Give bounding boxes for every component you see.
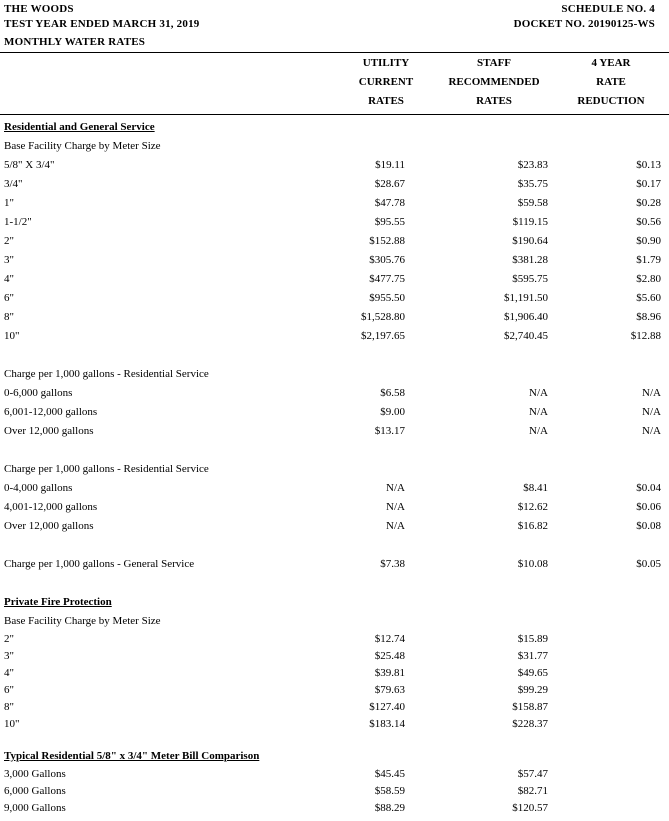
general-service-row: Charge per 1,000 gallons - General Service $7.38 $10.08 $0.05 — [4, 558, 661, 570]
table-row — [0, 800, 669, 817]
residential-current-rows — [0, 384, 669, 441]
row-label: 9,000 Gallons — [4, 802, 66, 814]
table-row — [0, 498, 669, 517]
row-label: 5/8" X 3/4" — [4, 159, 55, 171]
table-row — [0, 479, 669, 498]
cell-staff: $8.41 — [523, 482, 548, 494]
spacer — [0, 733, 669, 747]
cell-reduction: $8.96 — [636, 311, 661, 323]
cell-reduction: N/A — [642, 425, 661, 437]
cell-current: $39.81 — [374, 667, 405, 679]
cell-reduction: $0.13 — [636, 159, 661, 171]
fire-rows — [0, 631, 669, 733]
table-row — [0, 308, 669, 327]
table-row — [0, 665, 669, 682]
row-label: 1" — [4, 197, 14, 209]
cell-current: $1,528.80 — [361, 311, 405, 323]
cell-reduction: $0.17 — [636, 178, 661, 190]
cell-reduction: $2.80 — [636, 273, 661, 285]
residential-general-rows — [0, 156, 669, 346]
row-label: 4,001-12,000 gallons — [4, 501, 98, 513]
cell-staff: N/A — [529, 425, 548, 437]
cell-staff: $31.77 — [517, 650, 548, 662]
cell-current: $45.45 — [374, 768, 405, 780]
cell-reduction: $0.28 — [636, 197, 661, 209]
cell-current: $13.17 — [374, 425, 405, 437]
table-row — [0, 194, 669, 213]
cell-current: N/A — [386, 482, 405, 494]
row-label: 6,000 Gallons — [4, 785, 66, 797]
row-label: 1-1/2" — [4, 216, 32, 228]
section-title-residential-general: Residential and General Service — [4, 121, 155, 133]
cell-staff: $120.57 — [512, 802, 548, 814]
row-label: 3,000 Gallons — [4, 768, 66, 780]
header-rule-top — [0, 52, 669, 53]
table-row — [0, 232, 669, 251]
section-title-residential-current: Charge per 1,000 gallons - Residential Service — [4, 368, 209, 380]
table-row — [0, 517, 669, 536]
col-staff-3: RATES — [476, 95, 512, 107]
spacer — [0, 441, 669, 460]
table-row — [0, 648, 669, 665]
table-row — [0, 766, 669, 783]
row-label: 2" — [4, 633, 14, 645]
table-row — [0, 213, 669, 232]
table-row — [0, 783, 669, 800]
row-label: 0-4,000 gallons — [4, 482, 73, 494]
section-title-comparison: Typical Residential 5/8" x 3/4" Meter Bill Comparison — [4, 750, 260, 762]
cell-staff: $35.75 — [517, 178, 548, 190]
company-name: THE WOODS — [4, 3, 74, 15]
table-row — [0, 682, 669, 699]
cell-staff: $158.87 — [512, 701, 548, 713]
spacer — [0, 574, 669, 593]
cell-staff: $49.65 — [517, 667, 548, 679]
cell-current: $127.40 — [369, 701, 405, 713]
cell-reduction: $5.60 — [636, 292, 661, 304]
cell-reduction: $0.56 — [636, 216, 661, 228]
row-label: 6,001-12,000 gallons — [4, 406, 98, 418]
table-row — [0, 631, 669, 648]
cell-current: $6.58 — [380, 387, 405, 399]
cell-staff: $82.71 — [517, 785, 548, 797]
docket-number: DOCKET NO. 20190125-WS — [513, 18, 655, 30]
cell-reduction: $12.88 — [630, 330, 661, 342]
cell-current: $12.74 — [374, 633, 405, 645]
cell-reduction: $0.04 — [636, 482, 661, 494]
schedule-number: SCHEDULE NO. 4 — [561, 3, 655, 15]
cell-staff: $119.15 — [512, 216, 548, 228]
cell-current: $19.11 — [375, 159, 405, 171]
table-row — [0, 384, 669, 403]
table-row — [0, 270, 669, 289]
spacer — [0, 536, 669, 555]
cell-staff: $595.75 — [512, 273, 548, 285]
cell-staff: $59.58 — [517, 197, 548, 209]
row-label: 10" — [4, 330, 20, 342]
table-row — [0, 175, 669, 194]
cell-current: N/A — [386, 501, 405, 513]
cell-current: $47.78 — [374, 197, 405, 209]
cell-staff: $1,191.50 — [504, 292, 548, 304]
col-utility-3: RATES — [368, 95, 404, 107]
page-title: MONTHLY WATER RATES — [4, 36, 146, 48]
row-label: 6" — [4, 292, 14, 304]
table-row — [0, 327, 669, 346]
spacer — [0, 346, 669, 365]
table-row — [0, 403, 669, 422]
row-label: 8" — [4, 701, 14, 713]
cell-current: $88.29 — [374, 802, 405, 814]
header-rule-bottom — [0, 114, 669, 115]
table-row — [0, 156, 669, 175]
cell-staff: $381.28 — [512, 254, 548, 266]
table-row — [0, 699, 669, 716]
table-row — [0, 251, 669, 270]
cell-staff: $23.83 — [517, 159, 548, 171]
cell-staff: $190.64 — [512, 235, 548, 247]
row-label: Over 12,000 gallons — [4, 425, 94, 437]
cell-staff: $99.29 — [517, 684, 548, 696]
section-title-fire: Private Fire Protection — [4, 596, 112, 608]
cell-current: $183.14 — [369, 718, 405, 730]
section-subtitle-fire-bfc: Base Facility Charge by Meter Size — [4, 615, 161, 627]
row-label: 6" — [4, 684, 14, 696]
col-reduction-3: REDUCTION — [577, 95, 645, 107]
row-label: 0-6,000 gallons — [4, 387, 73, 399]
cell-current: $28.67 — [374, 178, 405, 190]
cell-staff: N/A — [529, 406, 548, 418]
cell-staff: $12.62 — [517, 501, 548, 513]
cell-reduction: $0.06 — [636, 501, 661, 513]
table-row — [0, 422, 669, 441]
cell-reduction: $0.08 — [636, 520, 661, 532]
cell-staff: $16.82 — [517, 520, 548, 532]
cell-staff: $15.89 — [517, 633, 548, 645]
row-label: 3" — [4, 254, 14, 266]
row-label: Over 12,000 gallons — [4, 520, 94, 532]
row-label: 4" — [4, 667, 14, 679]
residential-staff-rows — [0, 479, 669, 536]
cell-current: $58.59 — [374, 785, 405, 797]
cell-current: $305.76 — [369, 254, 405, 266]
cell-current: $25.48 — [374, 650, 405, 662]
section-subtitle-bfc: Base Facility Charge by Meter Size — [4, 140, 161, 152]
cell-current: N/A — [386, 520, 405, 532]
cell-current: $9.00 — [380, 406, 405, 418]
cell-reduction: $1.79 — [636, 254, 661, 266]
section-title-residential-staff: Charge per 1,000 gallons - Residential Service — [4, 463, 209, 475]
cell-reduction: $0.90 — [636, 235, 661, 247]
table-row — [0, 716, 669, 733]
rates-table — [0, 118, 669, 817]
cell-current: $477.75 — [369, 273, 405, 285]
table-row — [0, 289, 669, 308]
row-label: 2" — [4, 235, 14, 247]
cell-current: $95.55 — [374, 216, 405, 228]
cell-staff: $1,906.40 — [504, 311, 548, 323]
col-utility-2: CURRENT — [358, 76, 414, 88]
cell-current: $2,197.65 — [361, 330, 405, 342]
col-staff-1: STAFF — [476, 57, 512, 69]
cell-current: $79.63 — [374, 684, 405, 696]
col-staff-2: RECOMMENDED — [448, 76, 540, 88]
comparison-rows — [0, 766, 669, 817]
row-label: 3/4" — [4, 178, 23, 190]
cell-current: $152.88 — [369, 235, 405, 247]
cell-staff: N/A — [529, 387, 548, 399]
cell-staff: $2,740.45 — [504, 330, 548, 342]
col-reduction-2: RATE — [596, 76, 626, 88]
col-reduction-1: 4 YEAR — [591, 57, 631, 69]
col-utility-1: UTILITY — [362, 57, 410, 69]
row-label: 8" — [4, 311, 14, 323]
test-year: TEST YEAR ENDED MARCH 31, 2019 — [4, 18, 200, 30]
row-label: 4" — [4, 273, 14, 285]
row-label: 10" — [4, 718, 20, 730]
cell-reduction: N/A — [642, 406, 661, 418]
cell-reduction: N/A — [642, 387, 661, 399]
cell-staff: $228.37 — [512, 718, 548, 730]
cell-current: $955.50 — [369, 292, 405, 304]
row-label: 3" — [4, 650, 14, 662]
cell-staff: $57.47 — [517, 768, 548, 780]
